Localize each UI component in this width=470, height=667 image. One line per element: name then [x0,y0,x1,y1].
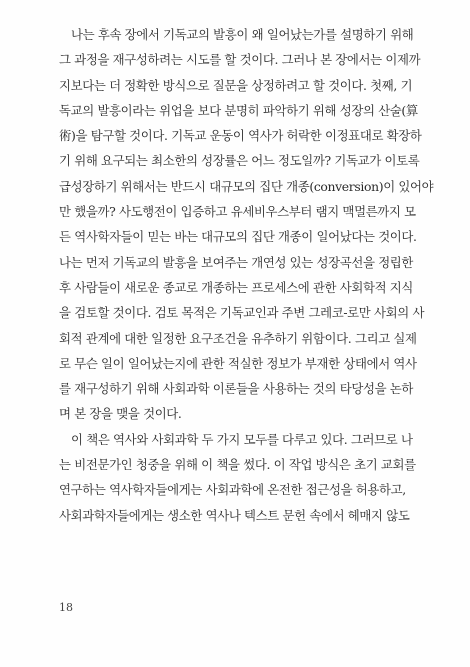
paragraph-1-line-7: 급성장하기 위해서는 반드시 대규모의 집단 개종(conversion)이 있어야 [59,178,434,194]
paragraph-1-line-10: 나는 먼저 기독교의 발흥을 보여주는 개연성 있는 성장곡선을 정립한 [59,254,414,270]
paragraph-1-line-3: 지보다는 더 정확한 방식으로 질문을 상정하려고 할 것이다. 첫째, 기 [59,77,413,93]
paragraph-1-line-16: 며 본 장을 맺을 것이다. [59,406,182,422]
paragraph-1-line-14: 로 무슨 일이 일어났는지에 관한 적실한 정보가 부재한 상태에서 역사 [59,355,417,371]
paragraph-1-line-8: 만 했을까? 사도행전이 입증하고 유세비우스부터 램지 맥멀른까지 모 [59,204,416,220]
paragraph-1-line-13: 회적 관계에 대한 일정한 요구조건을 유추하기 위함이다. 그리고 실제 [59,330,417,346]
paragraph-1-line-5: 術)을 탐구할 것이다. 기독교 운동이 역사가 허락한 이정표대로 확장하 [59,128,422,144]
paragraph-2-line-2: 는 비전문가인 청중을 위해 이 책을 썼다. 이 작업 방식은 초기 교회를 [59,457,416,473]
paragraph-2-line-4: 사회과학자들에게는 생소한 역사나 텍스트 문헌 속에서 헤매지 않도 [59,507,410,523]
paragraph-1-line-6: 기 위해 요구되는 최소한의 성장률은 어느 정도일까? 기독교가 이토록 [59,153,420,169]
paragraph-1-line-15: 를 재구성하기 위해 사회과학 이론들을 사용하는 것의 타당성을 논하 [59,381,414,397]
paragraph-2-line-3: 연구하는 역사학자들에게는 사회과학에 온전한 접근성을 허용하고, [59,482,406,498]
paragraph-1-line-2: 그 과정을 재구성하려는 시도를 할 것이다. 그러나 본 장에서는 이제까 [59,52,421,68]
paragraph-1-line-4: 독교의 발흥이라는 위업을 보다 분명히 파악하기 위해 성장의 산술(算 [59,102,418,118]
paragraph-1-line-1: 나는 후속 장에서 기독교의 발흥이 왜 일어났는가를 설명하기 위해 [71,27,414,42]
paragraph-1-line-12: 을 검토할 것이다. 검토 목적은 기독교인과 주변 그레코-로만 사회의 사 [59,305,425,321]
paragraph-2-line-1: 이 책은 역사와 사회과학 두 가지 모두를 다루고 있다. 그러므로 나 [71,431,413,447]
page-number: 18 [59,601,73,614]
paragraph-1-line-9: 든 역사학자들이 믿는 바는 대규모의 집단 개종이 일어났다는 것이다. [59,229,417,245]
paragraph-1-line-11: 후 사람들이 새로운 종교로 개종하는 프로세스에 관한 사회학적 지식 [59,279,414,295]
body-text [59,22,434,528]
